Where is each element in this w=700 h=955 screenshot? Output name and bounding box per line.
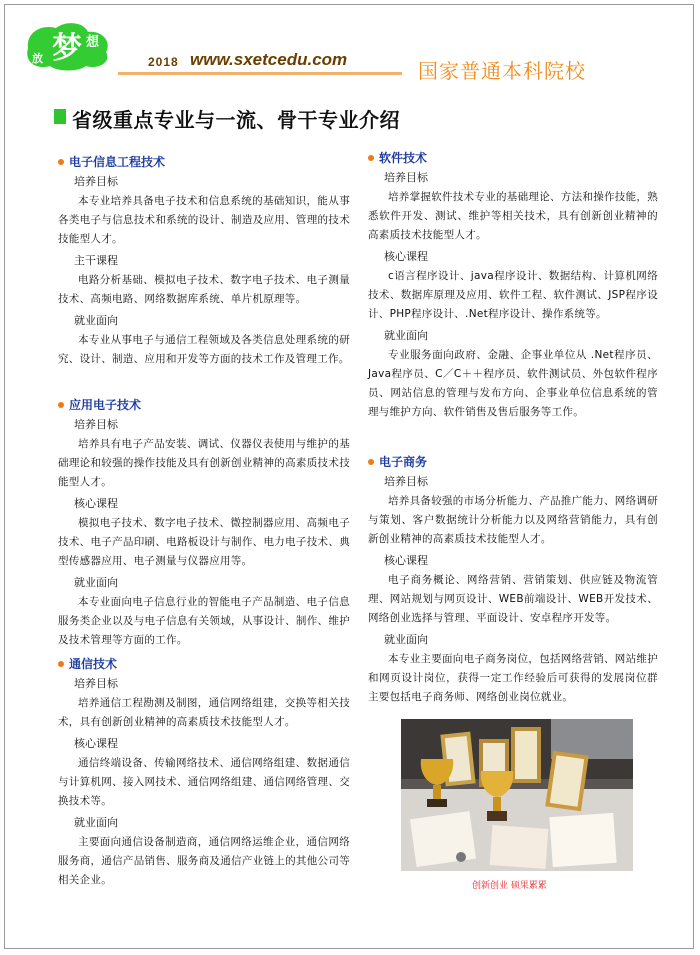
- block-text: 专业服务面向政府、金融、企事业单位从 .Net程序员、Java程序员、C／C＋＋程序员、软件测试员、外包软件程序员、网站信息的管理与发布方向、企事业单位信息系统的管理与维护方向、软件销售及售后服务等工作。: [368, 349, 658, 418]
- bullet-dot-icon: [58, 661, 64, 667]
- header-website-link[interactable]: www.sxetcedu.com: [190, 50, 348, 69]
- block-text: 电路分析基础、模拟电子技术、数字电子技术、电子测量技术、高频电路、网络数据库系统、单片机原理等。: [58, 274, 350, 305]
- section-communication: [58, 654, 350, 890]
- block-label: 培养目标: [74, 418, 118, 431]
- header-year: 2018: [148, 55, 179, 69]
- left-column: [58, 152, 350, 371]
- bullet-dot-icon: [58, 159, 64, 165]
- block-label: 培养目标: [384, 475, 428, 488]
- block-label: 核心课程: [384, 250, 428, 263]
- block-text: 培养掌握软件技术专业的基础理论、方法和操作技能，熟悉软件开发、测试、维护等相关技术，具有创新创业精神的高素质技术技能型人才。: [368, 191, 658, 241]
- logo-char-2: 梦: [52, 31, 82, 66]
- block-label: 就业面向: [74, 816, 118, 829]
- dream-logo: [22, 18, 114, 72]
- block-label: 就业面向: [384, 329, 428, 342]
- section-applied-electronics: [58, 395, 350, 650]
- section-title: 电子信息工程技术: [69, 155, 166, 169]
- block-text: 本专业培养具备电子技术和信息系统的基础知识，能从事各类电子与信息技术和系统的设计、制造及应用、管理的技术技能型人才。: [58, 195, 350, 245]
- block-label: 就业面向: [74, 314, 118, 327]
- section-ecommerce: [368, 452, 658, 707]
- block-text: 主要面向通信设备制造商，通信网络运维企业，通信网络服务商，通信产品销售、服务商及通信产业链上的其他公司等相关企业。: [58, 836, 350, 886]
- header-school-type: 国家普通本科院校: [418, 59, 586, 83]
- block-text: 本专业从事电子与通信工程领域及各类信息处理系统的研究、设计、制造、应用和开发等方面的技术工作及管理工作。: [58, 334, 350, 365]
- page-title: 省级重点专业与一流、骨干专业介绍: [72, 108, 400, 132]
- logo-char-1: 放: [32, 52, 43, 65]
- block-text: 本专业面向电子信息行业的智能电子产品制造、电子信息服务类企业以及与电子信息有关领域，从事设计、制作、维护及技术管理等方面的工作。: [58, 596, 350, 646]
- section-title: 应用电子技术: [69, 398, 142, 412]
- block-label: 培养目标: [74, 175, 118, 188]
- block-text: 电子商务概论、网络营销、营销策划、供应链及物流管理、网站规划与网页设计、WEB前端设计、WEB开发技术、网络创业选择与管理、平面设计、安卓程序开发等。: [368, 574, 658, 624]
- left-column-2: [58, 395, 350, 652]
- block-text: 培养通信工程勘测及制图，通信网络组建，交换等相关技术，具有创新创业精神的高素质技术技能型人才。: [58, 697, 350, 728]
- left-column-3: [58, 654, 350, 892]
- section-software: [368, 148, 658, 422]
- right-column-2: [368, 452, 658, 709]
- block-text: 培养具有电子产品安装、调试、仪器仪表使用与维护的基础理论和较强的操作技能及具有创新创业精神的高素质技术技能型人才。: [58, 438, 350, 488]
- block-text: 模拟电子技术、数字电子技术、微控制器应用、高频电子技术、电子产品印刷、电路板设计与制作、电力电子技术、典型传感器应用、电子测量与仪器应用等。: [58, 517, 350, 567]
- awards-photo: [401, 719, 633, 871]
- block-label: 核心课程: [384, 554, 428, 567]
- block-text: 培养具备较强的市场分析能力、产品推广能力、网络调研与策划、客户数据统计分析能力以及网络营销能力，具有创新创业精神的高素质技术技能型人才。: [368, 495, 658, 545]
- section-title: 通信技术: [69, 657, 118, 671]
- block-label: 核心课程: [74, 737, 118, 750]
- photo-caption: 创新创业 硕果累累: [472, 881, 547, 891]
- block-text: 本专业主要面向电子商务岗位，包括网络营销、网站维护和网页设计岗位，获得一定工作经验后可获得的发展岗位群主要包括电子商务师、网络创业岗位就业。: [368, 653, 658, 703]
- title-square-icon: [54, 109, 66, 124]
- logo-char-3: 想: [86, 35, 100, 50]
- block-label: 核心课程: [74, 497, 118, 510]
- block-label: 培养目标: [384, 171, 428, 184]
- block-label: 主干课程: [74, 254, 118, 267]
- header-underline: [118, 72, 402, 75]
- section-title: 电子商务: [379, 455, 428, 469]
- block-label: 培养目标: [74, 677, 118, 690]
- bullet-dot-icon: [368, 155, 374, 161]
- block-label: 就业面向: [384, 633, 428, 646]
- right-column: [368, 148, 658, 424]
- section-title: 软件技术: [379, 151, 428, 165]
- bullet-dot-icon: [58, 402, 64, 408]
- section-electronic-info-eng: [58, 152, 350, 369]
- bullet-dot-icon: [368, 459, 374, 465]
- block-label: 就业面向: [74, 576, 118, 589]
- block-text: c语言程序设计、java程序设计、数据结构、计算机网络技术、数据库原理及应用、软件工程、软件测试、JSP程序设计、PHP程序设计、.Net程序设计、操作系统等。: [368, 270, 658, 320]
- block-text: 通信终端设备、传输网络技术、通信网络组建、数据通信与计算机网、接入网技术、通信网络组建、通信网络管理、交换技术等。: [58, 757, 350, 807]
